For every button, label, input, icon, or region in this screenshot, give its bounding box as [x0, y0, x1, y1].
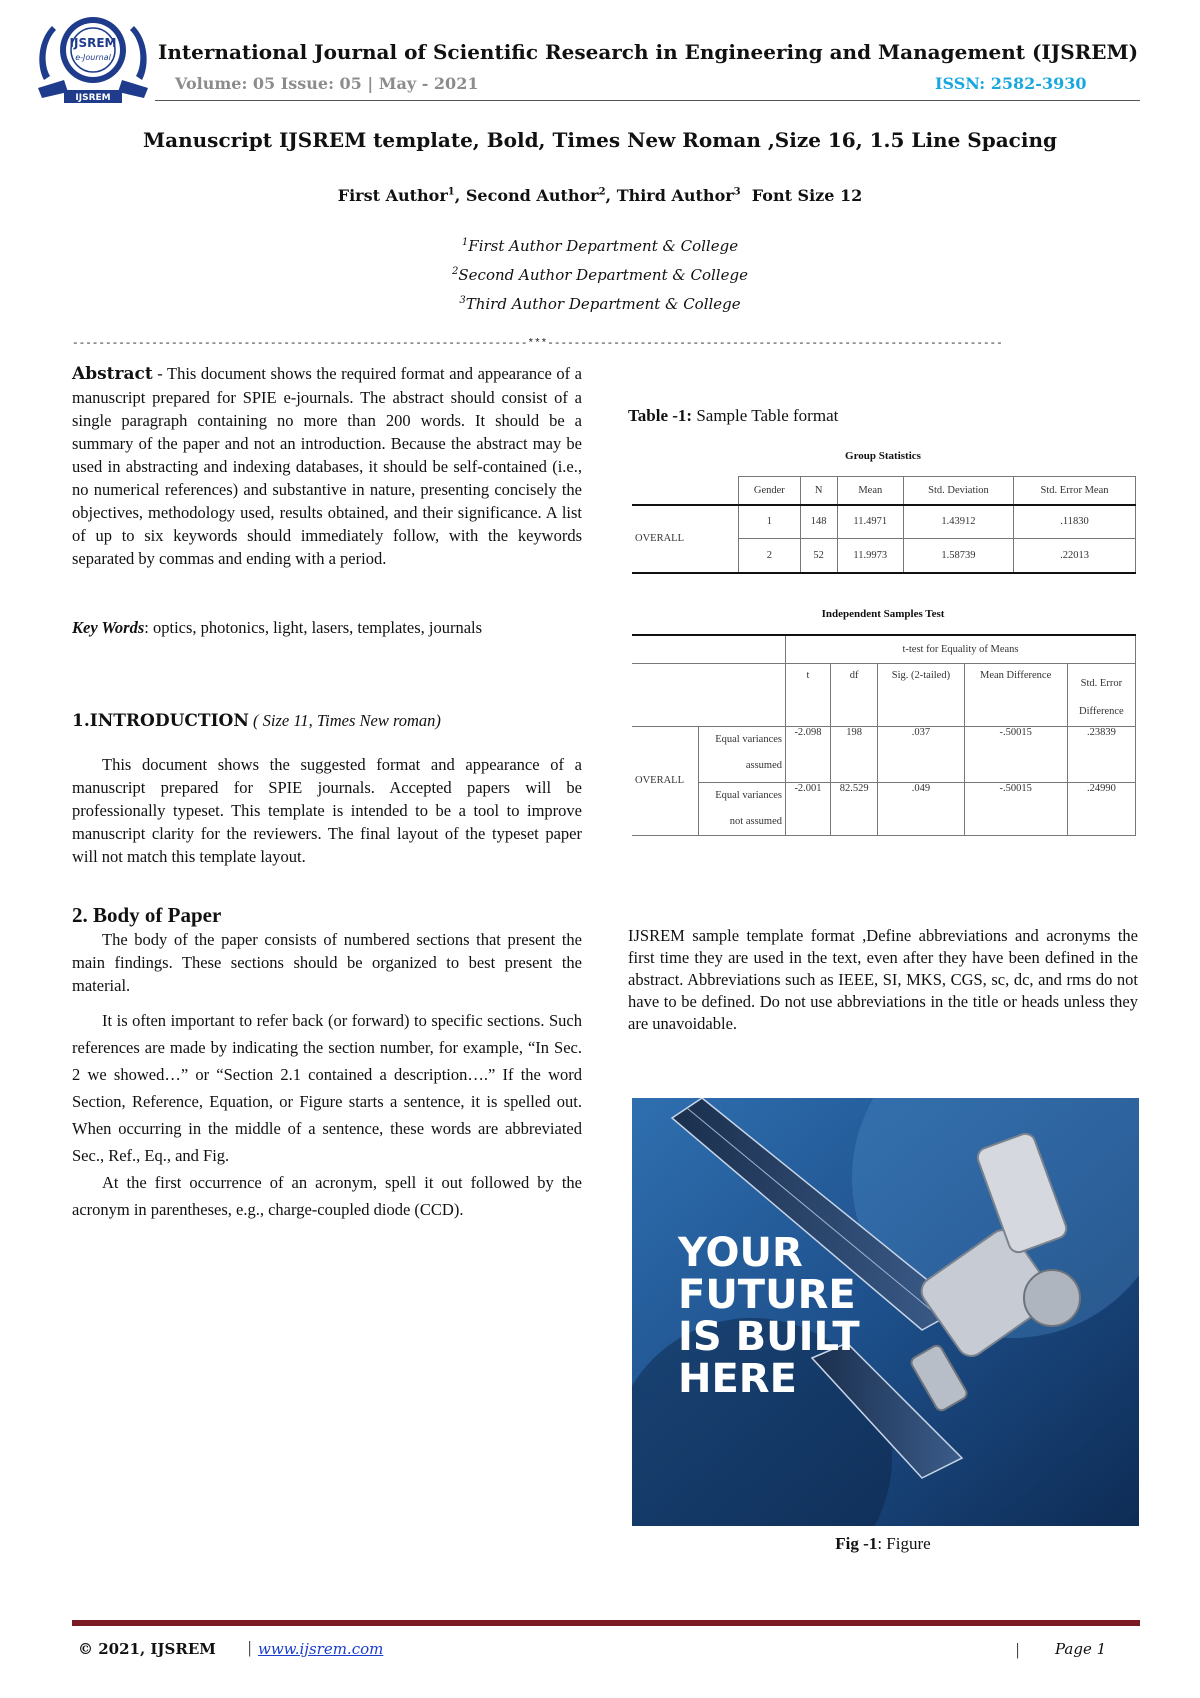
- table-row-sublabel: [699, 726, 786, 782]
- table-cell: -2.098: [786, 726, 831, 782]
- table-row-label: OVERALL: [632, 726, 699, 835]
- table-cell: -.50015: [964, 782, 1067, 835]
- section-separator: ---------------------------------------------------------------------***---------------------------------------------------------------------: [72, 338, 1003, 350]
- group-stats-title: Group Statistics: [845, 450, 921, 462]
- row-label-line2: assumed: [745, 759, 782, 771]
- table-row: [632, 505, 1136, 539]
- table-caption-label: Table -1:: [628, 406, 693, 425]
- table-cell: 11.4971: [837, 505, 903, 539]
- figure-text-line-1: YOUR: [678, 1230, 803, 1276]
- affiliation-1-sup: 1: [461, 237, 469, 248]
- table-cell: -2.001: [786, 782, 831, 835]
- table-header-cell: Std. Deviation: [903, 477, 1013, 505]
- table-cell: .24990: [1067, 782, 1135, 835]
- row-label-line2: not assumed: [729, 815, 782, 827]
- abbreviations-paragraph: IJSREM sample template format ,Define abbreviations and acronyms the first time they are used in the text, even after they have been defined in the abstract. Abbreviations such as IEEE, SI, MKS, CGS, sc, dc, and rms do not have to be defined. Do not use abbreviations in the title or heads unless they are unavoidable.: [628, 926, 1138, 1033]
- table-cell: 1.58739: [903, 539, 1013, 573]
- table-group-header: t-test for Equality of Means: [786, 635, 1136, 663]
- author-line: First Author$^1$, Second Author$^2$, Third Author$^3$ Font Size 12: [337, 186, 863, 205]
- affiliation-3-text: Third Author Department & College: [465, 295, 741, 313]
- intro-heading-note: ( Size 11, Times New roman): [248, 711, 441, 730]
- footer-copyright: © 2021, IJSREM: [78, 1640, 216, 1658]
- affiliation-3: [0, 288, 1200, 317]
- table-cell: .23839: [1067, 726, 1135, 782]
- affiliation-2-text: Second Author Department & College: [458, 266, 748, 284]
- figure-text-line-3: IS BUILT: [678, 1314, 860, 1360]
- body-paragraph-1: The body of the paper consists of numbered sections that present the main findings. These sections should be organized to best present the material.: [72, 930, 582, 995]
- keywords: [72, 616, 582, 639]
- figure-caption-text: : Figure: [877, 1534, 931, 1553]
- figure-caption: [628, 1534, 1138, 1554]
- logo-text-top: IJSREM: [69, 36, 117, 50]
- author-1-sup: 1: [447, 186, 455, 198]
- keywords-text: : optics, photonics, light, lasers, templates, journals: [144, 618, 483, 637]
- std-error-label: Std. Error: [1080, 677, 1123, 689]
- footer-rule: [72, 1620, 1140, 1626]
- page-number: Page 1: [1055, 1640, 1107, 1658]
- figure-image: [632, 1098, 1139, 1526]
- table-header-cell: N: [800, 477, 837, 505]
- issn: ISSN: 2582-3930: [935, 74, 1087, 93]
- figure-text-line-4: HERE: [678, 1356, 797, 1402]
- table-header-cell: [1067, 663, 1135, 726]
- abstract: [72, 362, 582, 570]
- affiliation-1: [0, 230, 1200, 259]
- table-cell: 82.529: [831, 782, 878, 835]
- footer-divider: |: [1015, 1640, 1020, 1659]
- logo-text-mid: e-Journal: [75, 53, 111, 62]
- body-paragraph-3: At the first occurrence of an acronym, spell it out followed by the acronym in parentheses, e.g., charge-coupled diode (CCD).: [72, 1173, 582, 1219]
- volume-line: Volume: 05 Issue: 05 | May - 2021: [175, 74, 479, 93]
- table-header-cell: Sig. (2-tailed): [878, 663, 964, 726]
- body-paragraph-2: It is often important to refer back (or forward) to specific sections. Such references are made by indicating the section number, for example, “In Sec. 2 we showed…” or “Section 2.1 contained a description….” If the word Section, Reference, Equation, or Figure starts a sentence, it is spelled out. When occurring in the middle of a sentence, these words are abbreviated Sec., Ref., Eq., and Fig.: [72, 1011, 582, 1165]
- table-cell: [632, 635, 786, 663]
- abstract-text: - This document shows the required format and appearance of a manuscript prepared for SPIE e-journals. The abstract should consist of a single paragraph containing no more than 200 words. It should be a summary of the paper and not an introduction. Because the abstract may be used in abstracting and indexing databases, it should be self-contained (i.e., no numerical references) and substantive in nature, presenting concisely the objectives, methodology used, results obtained, and their significance. A list of up to six keywords should immediately follow, with the keywords separated by commas and ending with a period.: [72, 364, 582, 568]
- body-heading: [72, 904, 582, 928]
- intro-heading-text: 1.INTRODUCTION: [72, 711, 249, 731]
- table-cell: .037: [878, 726, 964, 782]
- author-2: Second Author: [465, 186, 599, 205]
- table-header-row: [632, 635, 1136, 663]
- ijsrem-logo: [34, 10, 152, 106]
- keywords-label: Key Words: [72, 618, 145, 637]
- table-row-sublabel: [699, 782, 786, 835]
- figure-text-line-2: FUTURE: [678, 1272, 856, 1318]
- table-row: [632, 782, 1136, 835]
- table-cell: 52: [800, 539, 837, 573]
- body-heading-text: 2. Body of Paper: [72, 903, 222, 927]
- table-header-cell: Std. Error Mean: [1014, 477, 1136, 505]
- intro-paragraph: This document shows the suggested format and appearance of a manuscript prepared for SPIE journals. Accepted papers will be professionally typeset. This template is intended to be a tool to improve manuscript clarity for the reviewers. The final layout of the typeset paper will not match this template layout.: [72, 755, 582, 866]
- table-cell: -.50015: [964, 726, 1067, 782]
- table-cell: [632, 663, 786, 726]
- footer-website-link[interactable]: www.ijsrem.com: [258, 1640, 384, 1658]
- table-header-cell: Mean: [837, 477, 903, 505]
- abstract-label: Abstract: [72, 364, 153, 384]
- affiliations: [0, 230, 1200, 317]
- header-rule: [155, 100, 1140, 101]
- row-label-line1: Equal variances: [715, 733, 782, 745]
- table-caption: [628, 406, 838, 426]
- author-2-sup: 2: [598, 186, 606, 198]
- author-1: First Author: [337, 186, 448, 205]
- left-column: [72, 362, 582, 1223]
- group-stats-table: [632, 476, 1136, 574]
- table-row-label: OVERALL: [632, 505, 739, 573]
- table-row: [632, 726, 1136, 782]
- table-header-row: [632, 477, 1136, 505]
- journal-header: [0, 0, 1200, 110]
- figure-caption-label: Fig -1: [835, 1534, 878, 1553]
- table-cell: [632, 477, 739, 505]
- author-3-sup: 3: [733, 186, 741, 198]
- footer-divider: |: [248, 1638, 252, 1657]
- table-cell: .049: [878, 782, 964, 835]
- table-header-cell: Gender: [739, 477, 801, 505]
- indep-test-title: Independent Samples Test: [821, 608, 945, 620]
- table-header-cell: Mean Difference: [964, 663, 1067, 726]
- table-cell: 1.43912: [903, 505, 1013, 539]
- table-cell: .22013: [1014, 539, 1136, 573]
- table-cell: 1: [739, 505, 801, 539]
- table-header-cell: t: [786, 663, 831, 726]
- table-cell: 148: [800, 505, 837, 539]
- table-cell: 2: [739, 539, 801, 573]
- affiliation-3-sup: 3: [459, 295, 466, 306]
- affiliation-1-text: First Author Department & College: [468, 237, 739, 255]
- journal-name: International Journal of Scientific Research in Engineering and Management (IJSREM): [158, 40, 1139, 64]
- affiliation-2-sup: 2: [452, 266, 459, 277]
- affiliation-2: [0, 259, 1200, 288]
- author-3: Third Author: [616, 186, 734, 205]
- author-font-note: Font Size 12: [751, 186, 863, 205]
- table-caption-text: Sample Table format: [692, 406, 839, 425]
- logo-text-bottom: IJSREM: [75, 93, 111, 103]
- row-label-line1: Equal variances: [715, 789, 782, 801]
- table-cell: 11.9973: [837, 539, 903, 573]
- table-cell: .11830: [1014, 505, 1136, 539]
- table-header-row: [632, 663, 1136, 726]
- intro-heading: [72, 709, 582, 733]
- difference-label: Difference: [1079, 705, 1124, 717]
- indep-test-table: [632, 634, 1136, 836]
- paper-title: Manuscript IJSREM template, Bold, Times New Roman ,Size 16, 1.5 Line Spacing: [143, 128, 1057, 152]
- table-cell: 198: [831, 726, 878, 782]
- table-header-cell: df: [831, 663, 878, 726]
